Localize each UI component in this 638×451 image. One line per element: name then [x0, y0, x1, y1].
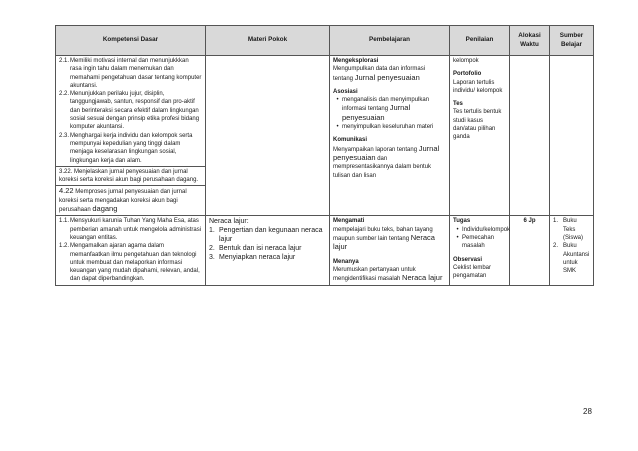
header-alokasi: Alokasi Waktu: [510, 26, 550, 56]
list-item: 2. Bentuk dan isi neraca lajur: [209, 245, 302, 253]
header-kompetensi: Kompetensi Dasar: [56, 26, 206, 56]
kompetensi-cell: [56, 56, 206, 216]
header-pembelajaran: Pembelajaran: [330, 26, 450, 56]
pembelajaran-cell: Mengeksplorasi Mengumpulkan data dan informasi tentang Jurnal penyesuaian Asosiasi • menganalisis dan menyimpulkan informasi tentang Jurnal penyesuaian • menyimpulkan keseluruhan materi Komunikasi Menyampaikan laporan tentang Jurnal penyesuaian dan mempresentasikannya dalam bentuk tulisan dan lisan: [330, 56, 450, 216]
sumber-cell: [550, 216, 594, 285]
list-item: 2. Buku Akuntansi untuk SMK: [553, 243, 590, 275]
kd-item: 2.2. Menunjukkan perilaku jujur, disiplin, tanggungjawab, santun, responsif dan pro-aktif dan berinteraksi secara efektif dalam lingkungan sosial sesuai dengan prinsip etika profesi bidang komputer akuntansi.: [59, 91, 200, 131]
kd-item: 2.1. Memiliki motivasi internal dan menunjukkkan rasa ingin tahu dalam menemukan dan memahami pengetahuan dasar tentang komputer akuntansi.: [59, 58, 202, 89]
kd-item: 1.2. Mengamalkan ajaran agama dalam memanfaatkan ilmu pengetahuan dan teknologi untuk membuat dan melaporkan informasi keuangan yang mudah dipahami, relevan, andal, dan dapat diperbandingkan.: [59, 243, 200, 283]
list-item: • Pemecahan masalah: [456, 234, 495, 250]
header-sumber: Sumber Belajar: [550, 26, 594, 56]
table-row: [56, 216, 594, 285]
table-row: [56, 56, 594, 216]
sumber-cell: [550, 56, 594, 216]
header-row: [56, 26, 594, 56]
pembelajaran-cell: Mengamati mempelajari buku teks, bahan tayang maupun sumber lain tentang Neraca lajur Menanya Merumuskan pertanyaan untuk mengidentifikasi masalah Neraca lajur: [330, 216, 450, 285]
list-item: 3. Menyiapkan neraca lajur: [209, 254, 296, 262]
list-item: • menyimpulkan keseluruhan materi: [336, 124, 434, 131]
list-item: 1. Pengertian dan kegunaan neraca lajur: [209, 227, 323, 244]
kompetensi-cell: [56, 216, 206, 285]
materi-cell: Neraca lajur: 1. Pengertian dan kegunaan neraca lajur 2. Bentuk dan isi neraca lajur 3. Menyiapkan neraca lajur: [206, 216, 330, 285]
header-penilaian: Penilaian: [450, 26, 510, 56]
kd-422: 4.22 Memproses jurnal penyesuaian dan jurnal koreksi serta mengadakan koreksi akun bagi perusahaan dagang: [56, 185, 205, 214]
list-item: 1. Buku Teks (Siswa): [553, 218, 584, 241]
penilaian-cell: kelompok Portofolio Laporan tertulis individu/ kelompok Tes Tes tertulis bentuk studi kasus dan/atau pilihan ganda: [450, 56, 510, 216]
penilaian-cell: Tugas • Individu/kelompok • Pemecahan masalah Observasi Ceklist lembar pengamatan: [450, 216, 510, 285]
header-materi: Materi Pokok: [206, 26, 330, 56]
kd-item: 2.3. Menghargai kerja individu dan kelompok serta mempunyai kepedulian yang tinggi dalam menjaga keselarasan lingkungan sosial, lingkungan kerja dan alam.: [59, 132, 193, 164]
syllabus-table: [55, 25, 594, 286]
kd-item: 1.1. Mensyukuri karunia Tuhan Yang Maha Esa, atas pemberian amanah untuk mengelola administrasi keuangan entitas.: [59, 218, 202, 241]
list-item: • menganalisis dan menyimpulkan informasi tentang Jurnal penyesuaian: [336, 97, 430, 122]
page-number: 28: [583, 407, 592, 416]
materi-cell: [206, 56, 330, 216]
kd-322: 3.22. Menjelaskan jurnal penyesuaian dan jurnal koreksi serta koreksi akun bagi perusahaan dagang.: [56, 166, 205, 185]
list-item: • Individu/kelompok: [456, 226, 511, 233]
alokasi-cell: [510, 56, 550, 216]
alokasi-cell: 6 Jp: [510, 216, 550, 285]
